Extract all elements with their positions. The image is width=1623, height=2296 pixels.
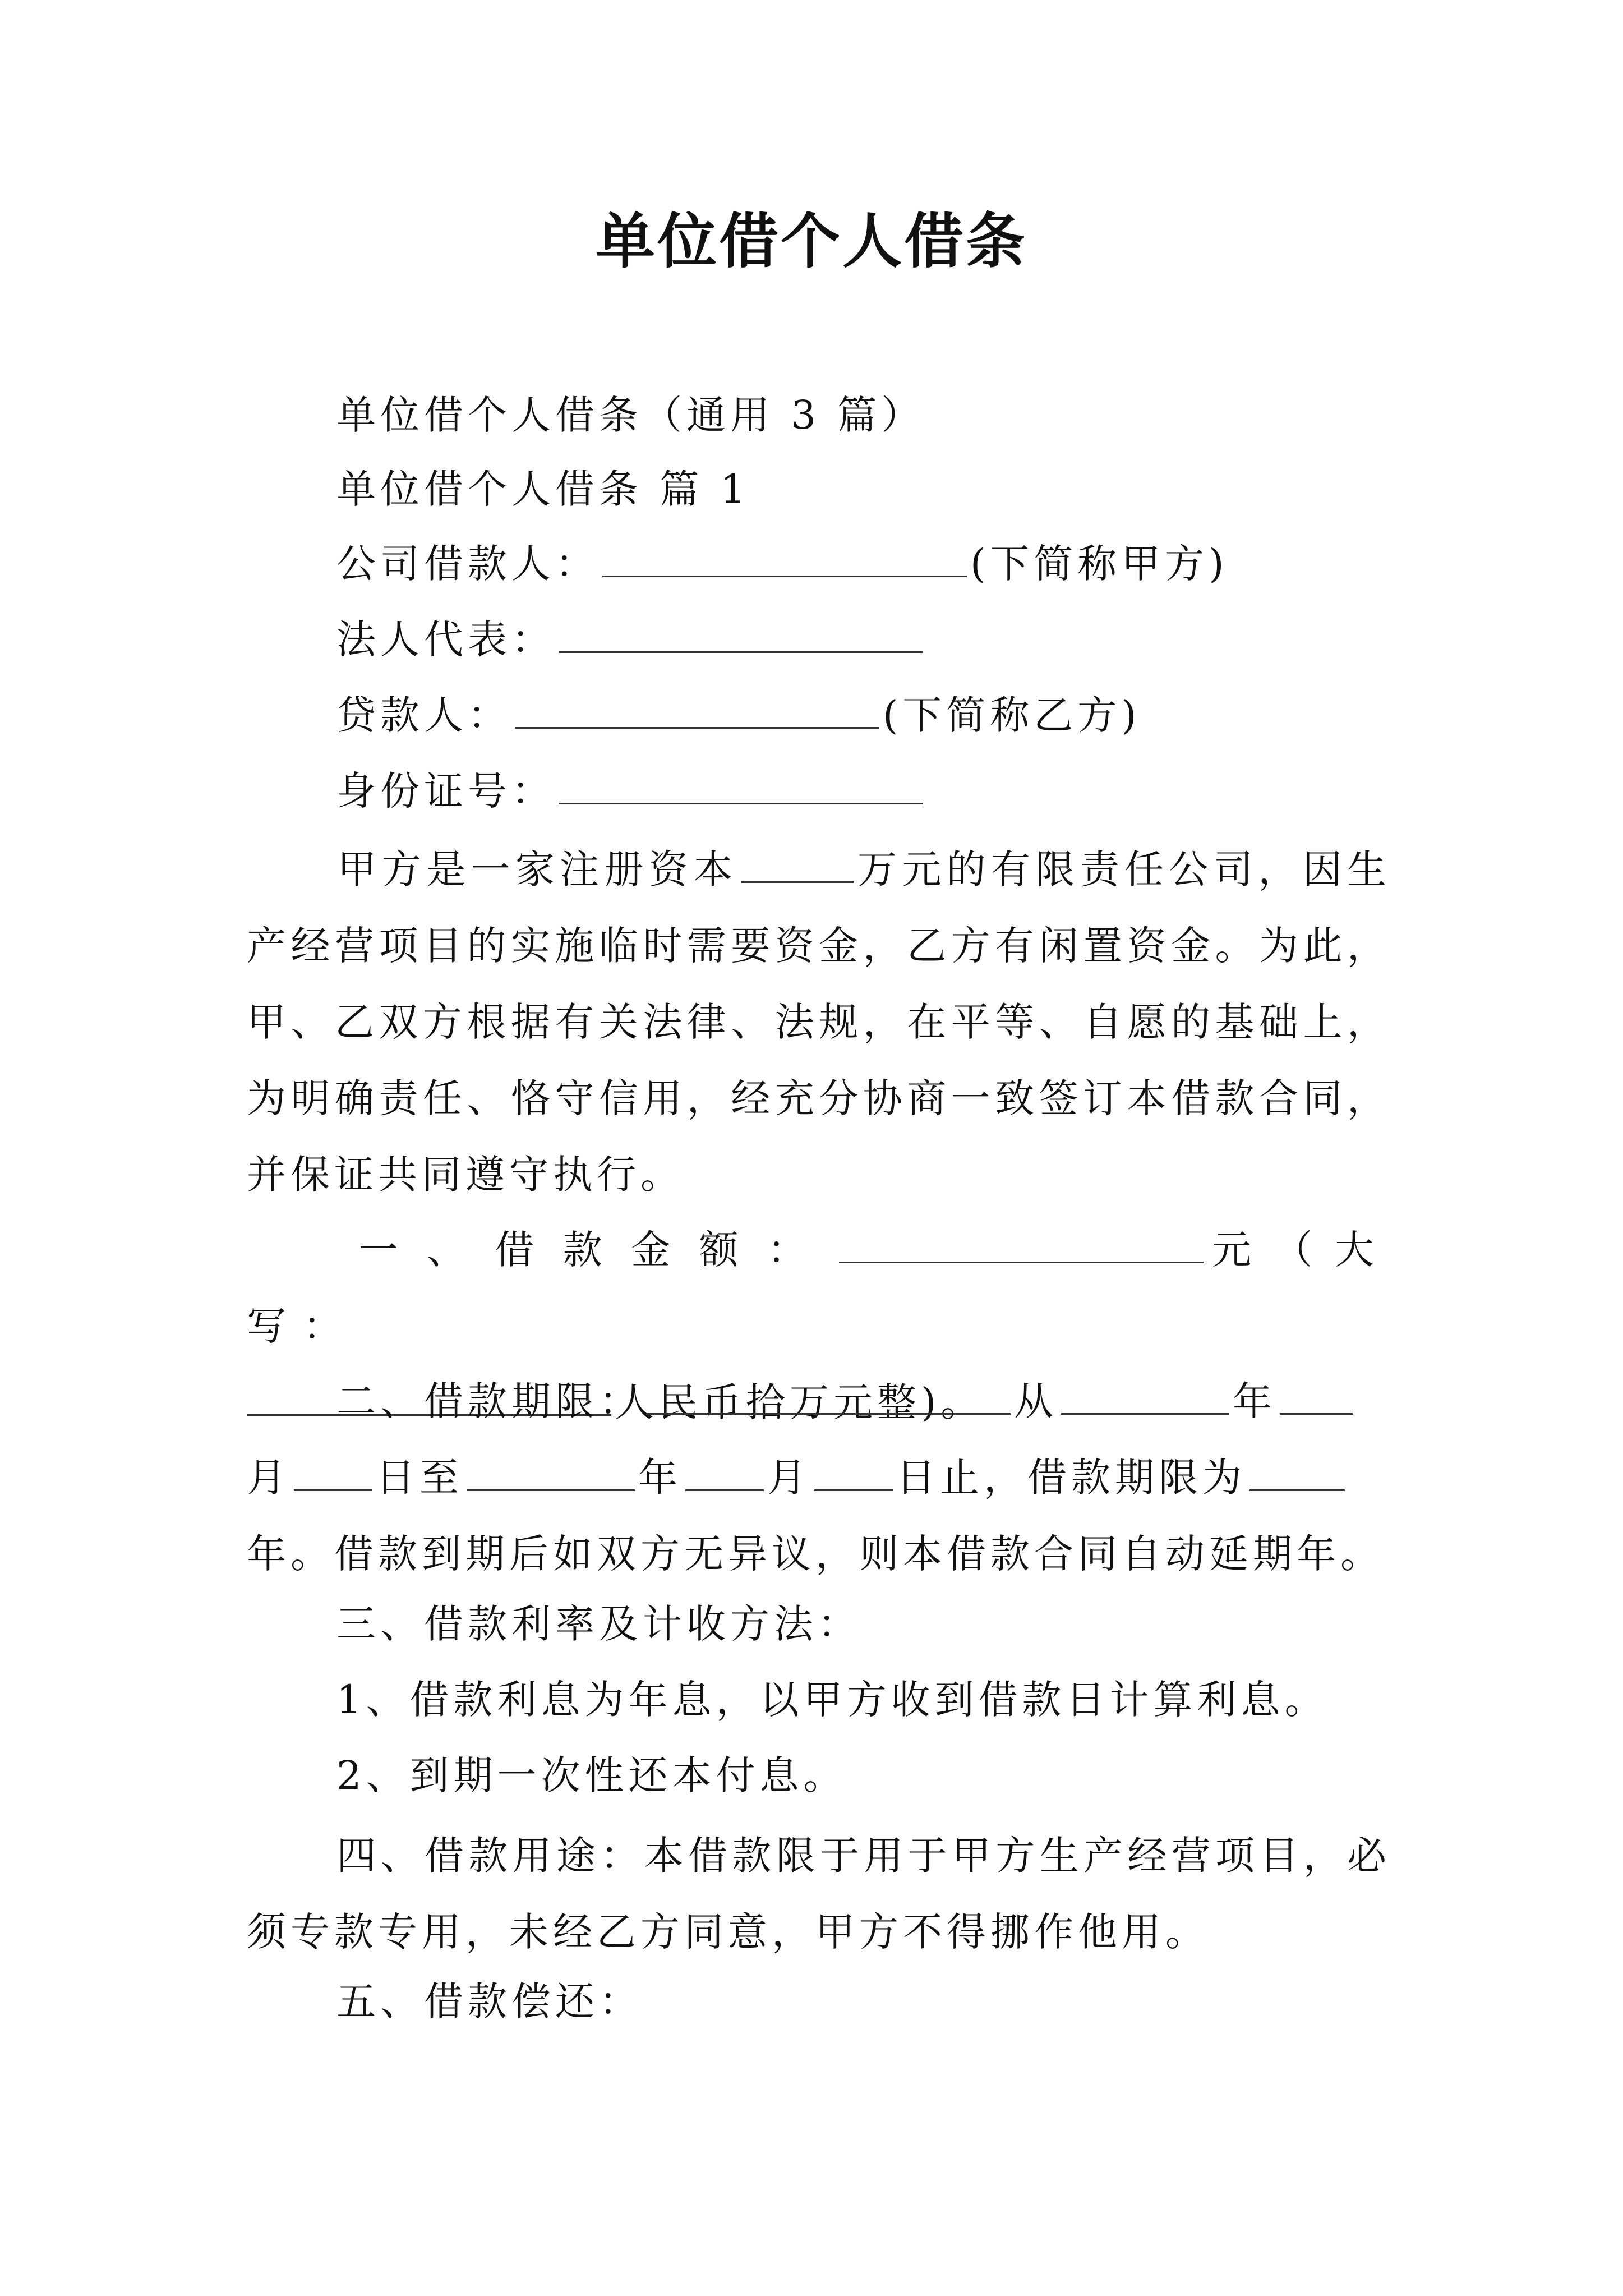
start-year-blank[interactable] [1061, 1374, 1229, 1415]
loan-amount-blank[interactable] [839, 1222, 1204, 1263]
end-year-blank[interactable] [467, 1450, 635, 1491]
end-month-blank[interactable] [685, 1450, 764, 1491]
clause-1-tail: 人民币拾万元整)。 [615, 1379, 985, 1425]
intro-text-1: 甲方是一家注册资本 [336, 846, 738, 892]
clause-1-unit: 元（大写： [247, 1227, 1391, 1349]
clause-3-item-2: 2、到期一次性还本付息。 [336, 1752, 847, 1798]
clause-2-year-1: 年 [1233, 1378, 1276, 1424]
clause-2-label: 二、借款期限： [336, 1378, 643, 1424]
term-years-blank[interactable] [1249, 1450, 1345, 1491]
lender-suffix: (下简称乙方) [883, 692, 1141, 738]
end-day-blank[interactable] [814, 1450, 893, 1491]
clause-2-from: 从 [1014, 1378, 1058, 1424]
clause-2-paragraph [247, 1363, 1391, 1592]
registered-capital-blank[interactable] [741, 842, 854, 883]
legal-rep-blank[interactable] [559, 612, 923, 653]
document-subtitle: 单位借个人借条（通用 3 篇） [336, 392, 925, 438]
legal-rep-line [336, 611, 926, 668]
company-borrower-line [336, 536, 1229, 592]
clause-3-item-1: 1、借款利息为年息，以甲方收到借款日计算利息。 [336, 1677, 1329, 1723]
clause-2-day-to: 日至 [376, 1455, 463, 1501]
loan-term-blank[interactable] [646, 1374, 1011, 1415]
company-borrower-suffix: (下简称甲方) [970, 541, 1229, 587]
clause-2-day-end: 日止，借款期限为 [896, 1455, 1246, 1501]
clause-1-label: 一、借款金额： [353, 1227, 836, 1273]
start-day-blank[interactable] [294, 1450, 372, 1491]
clause-4-paragraph [247, 1818, 1391, 1970]
clause-3-heading: 三、借款利率及计收方法： [336, 1601, 861, 1647]
id-number-blank[interactable] [559, 763, 923, 804]
lender-label: 贷款人： [336, 692, 511, 738]
lender-line [336, 687, 1141, 743]
start-month-blank[interactable] [1280, 1374, 1353, 1415]
company-borrower-blank[interactable] [602, 536, 967, 577]
document-title: 单位借个人借条 [596, 206, 1027, 276]
company-borrower-label: 公司借款人： [336, 541, 599, 587]
lender-blank[interactable] [515, 688, 879, 729]
legal-rep-label: 法人代表： [336, 616, 555, 662]
clause-5-heading: 五、借款偿还： [336, 1978, 643, 2024]
clause-2-year-2: 年 [638, 1455, 682, 1501]
id-number-label: 身份证号： [336, 768, 555, 814]
section-heading: 单位借个人借条 篇 1 [336, 466, 750, 512]
id-number-line [336, 763, 926, 819]
clause-2-month-1: 月 [247, 1455, 291, 1501]
intro-text-2: 万元的有限责任公司，因生产经营项目的实施临时需要资金，乙方有闲置资金。为此，甲、乙双方根据有关法律、法规，在平等、自愿的基础上，为明确责任、恪守信用，经充分协商一致签订本借款合同，并保证共同遵守执行。 [247, 846, 1391, 1198]
clause-4-text: 四、借款用途：本借款限于用于甲方生产经营项目，必须专款专用，未经乙方同意，甲方不得挪作他用。 [247, 1833, 1391, 1955]
intro-paragraph [247, 831, 1391, 1213]
clause-2-tail: 年。借款到期后如双方无异议，则本借款合同自动延期年。 [247, 1531, 1384, 1577]
clause-2-month-2: 月 [767, 1455, 811, 1501]
